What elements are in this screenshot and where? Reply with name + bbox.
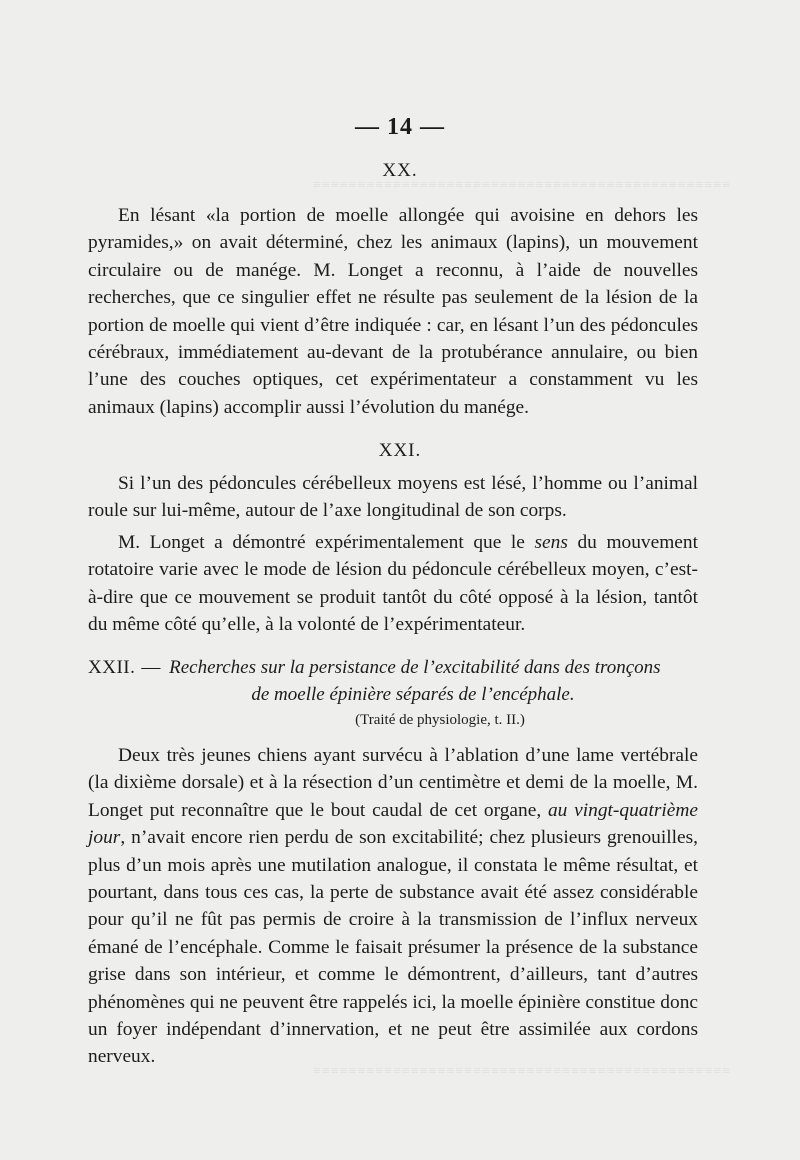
paragraph-xxi-1: Si l’un des pédoncules cérébelleux moyens est lésé, l’homme ou l’animal roule sur lui-même, autour de l’axe longitudinal de son corps.	[88, 473, 698, 522]
emphasis-date: au vingt-quatrième jour	[88, 799, 698, 849]
heading-dash: —	[141, 657, 161, 678]
heading-title-line1: Recherches sur la persistance de l’excitabilité dans des tronçons	[169, 657, 661, 678]
section-number-xxii: XXII.	[88, 657, 136, 678]
source-citation: (Traité de physiologie, t. II.)	[355, 712, 525, 728]
heading-title-line2: de moelle épinière séparés de l’encéphale.	[251, 684, 575, 705]
paragraph-xx: En lésant «la portion de moelle allongée qui avoisine en dehors les pyramides,» on avait déterminé, chez les animaux (lapins), un mouvement circulaire ou de manége. M. Longet a reconnu, à l’aide de nouvelles recherches, que ce singulier effet ne résulte pas seulement de la lésion de la portion de moelle qui vient d’être indiquée : car, en lésant l’un des pédoncules cérébraux, immédiatement au-devant de la protubérance annulaire, ou bien l’une des couches optiques, cet expérimentateur a constamment vu les animaux (lapins) accomplir aussi l’évolution du manége.	[88, 205, 698, 418]
text-run: du mouvement rotatoire varie avec le mode de lésion du pédoncule cérébelleux moyen, c’est-à-dire que ce mouvement se produit tantôt du côté opposé à la lésion, tantôt du même côté qu’elle, à la volonté de l’expérimentateur.	[88, 532, 698, 636]
text-run: Deux très jeunes chiens ayant survécu à l’ablation d’une lame vertébrale (la dixième dorsale) et à la résection d’un centimètre et demi de la moelle, M. Longet put reconnaître que le bout caudal de cet organe,	[88, 745, 698, 821]
section-heading-xxii	[88, 654, 698, 708]
text-run: , n’avait encore rien perdu de son excitabilité; chez plusieurs grenouilles, plus d’un mois après une mutilation analogue, il constata le même résultat, et pourtant, dans tous ces cas, la perte de substance avait été assez considérable pour qu’il ne fût pas permis de croire à la transmission de l’influx nerveux émané de l’encéphale. Comme le faisait présumer la présence de la substance grise dans son intérieur, et comme le démontrent, d’ailleurs, tant d’autres phénomènes qui ne peuvent être rappelés ici, la moelle épinière constitue donc un foyer indépendant d’innervation, et ne peut être assimilée aux cordons nerveux.	[88, 827, 698, 1068]
paragraph-xxii	[88, 742, 698, 1071]
show-through-texture: ≡≡≡≡≡≡≡≡≡≡≡≡≡≡≡≡≡≡≡≡≡≡≡≡≡≡≡≡≡≡≡≡≡≡≡≡≡≡≡≡≡≡≡≡≡≡≡	[311, 1064, 730, 1079]
page-number: — 14 —	[355, 114, 445, 140]
show-through-texture: ≡≡≡≡≡≡≡≡≡≡≡≡≡≡≡≡≡≡≡≡≡≡≡≡≡≡≡≡≡≡≡≡≡≡≡≡≡≡≡≡≡≡≡≡≡≡≡	[311, 178, 730, 193]
section-number-xx: XX.	[382, 160, 418, 181]
section-number-xxi: XXI.	[378, 440, 422, 461]
text-run: M. Longet a démontré expérimentalement que le	[118, 532, 535, 553]
paragraph-xxi-2	[88, 529, 698, 639]
emphasis-sens: sens	[534, 532, 568, 553]
